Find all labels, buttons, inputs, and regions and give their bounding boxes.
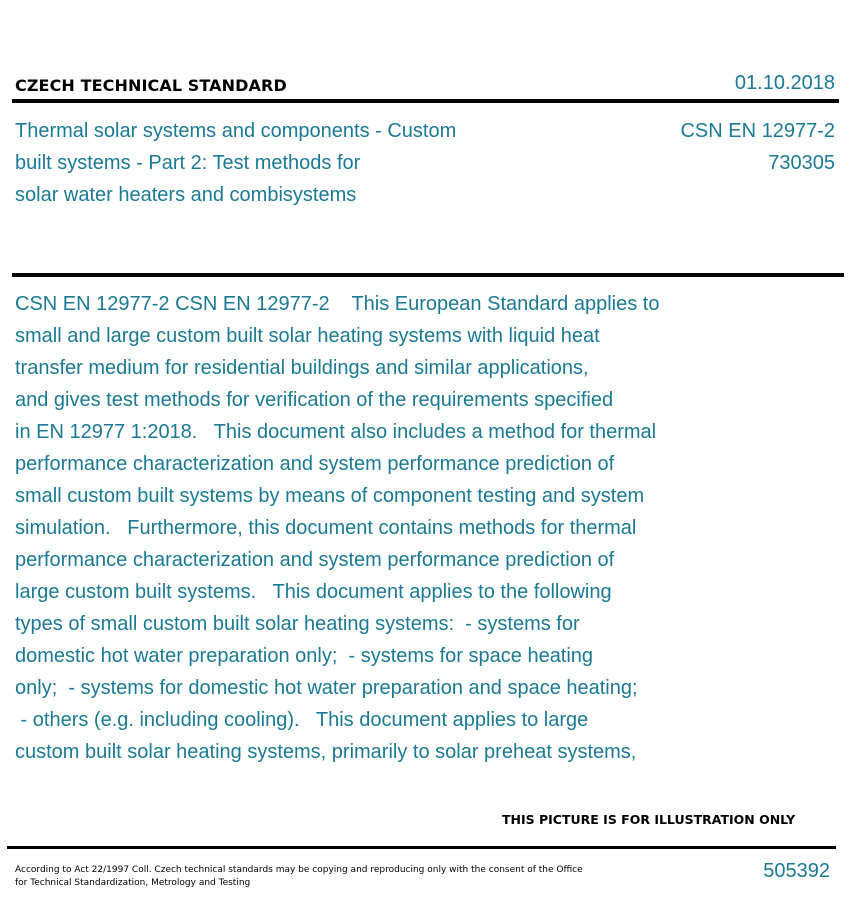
abstract-line: domestic hot water preparation only; - systems for space heating <box>15 645 594 667</box>
title-line: solar water heaters and combisystems <box>15 184 357 206</box>
abstract-line: large custom built systems. This document applies to the following <box>15 581 612 603</box>
abstract-line: simulation. Furthermore, this document contains methods for thermal <box>15 517 637 539</box>
footer-divider <box>7 846 836 849</box>
header-divider <box>12 99 839 103</box>
standard-label: CZECH TECHNICAL STANDARD <box>15 76 287 95</box>
abstract-line: - others (e.g. including cooling). This document applies to large <box>15 709 589 731</box>
legal-line: According to Act 22/1997 Coll. Czech technical standards may be copying and reproducing only with the consent of the Office <box>15 865 583 875</box>
abstract-line: performance characterization and system performance prediction of <box>15 453 615 475</box>
title-line: Thermal solar systems and components - Custom <box>15 120 457 142</box>
abstract-line: and gives test methods for verification of the requirements specified <box>15 389 614 411</box>
legal-line: for Technical Standardization, Metrology and Testing <box>15 878 251 888</box>
abstract-line: small and large custom built solar heating systems with liquid heat <box>15 325 600 347</box>
abstract-line: CSN EN 12977-2 CSN EN 12977-2 This European Standard applies to <box>15 293 660 315</box>
abstract-line: in EN 12977 1:2018. This document also includes a method for thermal <box>15 421 657 443</box>
abstract-line: only; - systems for domestic hot water preparation and space heating; <box>15 677 638 699</box>
document-title <box>15 115 515 211</box>
legal-notice <box>15 864 615 890</box>
abstract-line: types of small custom built solar heating systems: - systems for <box>15 613 580 635</box>
abstract-line: transfer medium for residential buildings and similar applications, <box>15 357 589 379</box>
class-number: 730305 <box>768 152 835 174</box>
abstract-line: custom built solar heating systems, primarily to solar preheat systems, <box>15 741 637 763</box>
title-line: built systems - Part 2: Test methods for <box>15 152 361 174</box>
publication-date: 01.10.2018 <box>734 72 835 94</box>
illustration-note: THIS PICTURE IS FOR ILLUSTRATION ONLY <box>502 812 796 827</box>
title-divider <box>12 273 844 277</box>
standard-designation: CSN EN 12977-2 <box>680 120 835 142</box>
abstract-line: small custom built systems by means of component testing and system <box>15 485 645 507</box>
document-number: 505392 <box>763 860 830 882</box>
standard-codes <box>680 115 835 179</box>
abstract-line: performance characterization and system performance prediction of <box>15 549 615 571</box>
abstract-text <box>15 288 735 768</box>
